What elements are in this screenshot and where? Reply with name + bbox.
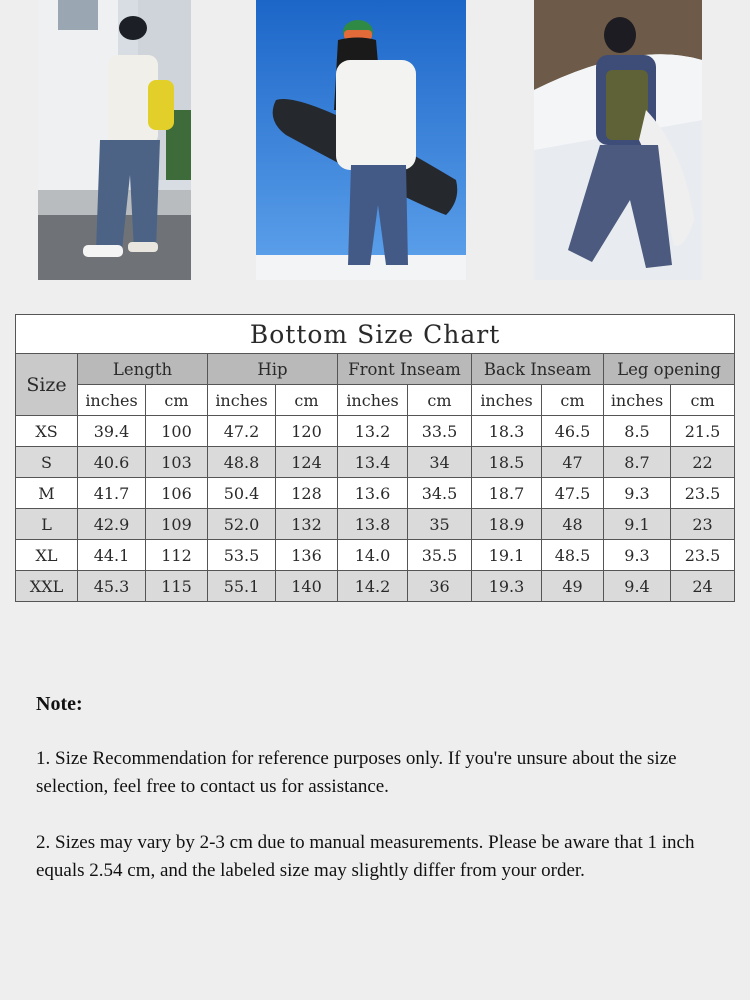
value-cell: 14.2 [338,571,408,602]
value-cell: 24 [671,571,735,602]
bottom-size-chart-table [15,314,735,602]
unit-header: cm [276,385,338,416]
value-cell: 44.1 [78,540,146,571]
value-cell: 9.4 [604,571,671,602]
value-cell: 128 [276,478,338,509]
value-cell: 23 [671,509,735,540]
unit-header: inches [78,385,146,416]
value-cell: 18.7 [472,478,542,509]
value-cell: 50.4 [208,478,276,509]
product-photo-2 [256,0,466,280]
value-cell: 41.7 [78,478,146,509]
group-header-hip: Hip [208,354,338,385]
value-cell: 48.5 [542,540,604,571]
photo-2-image [256,0,466,280]
photo-1-image [38,0,191,280]
value-cell: 136 [276,540,338,571]
group-header-front-inseam: Front Inseam [338,354,472,385]
note-item-1: 1. Size Recommendation for reference purposes only. If you're unsure about the size selection, feel free to contact us for assistance. [36,748,677,797]
value-cell: 23.5 [671,478,735,509]
value-cell: 47.2 [208,416,276,447]
value-cell: 13.2 [338,416,408,447]
table-row [16,509,735,540]
photo-3-image [534,0,702,280]
value-cell: 42.9 [78,509,146,540]
table-row [16,540,735,571]
value-cell: 48.8 [208,447,276,478]
size-cell: S [16,447,78,478]
value-cell: 36 [408,571,472,602]
group-header-back-inseam: Back Inseam [472,354,604,385]
value-cell: 34 [408,447,472,478]
unit-header: inches [338,385,408,416]
value-cell: 45.3 [78,571,146,602]
unit-header: cm [146,385,208,416]
value-cell: 9.3 [604,478,671,509]
value-cell: 14.0 [338,540,408,571]
value-cell: 19.1 [472,540,542,571]
unit-header: inches [208,385,276,416]
value-cell: 13.8 [338,509,408,540]
group-header-leg-opening: Leg opening [604,354,735,385]
value-cell: 106 [146,478,208,509]
value-cell: 18.9 [472,509,542,540]
value-cell: 34.5 [408,478,472,509]
size-cell: XXL [16,571,78,602]
notes-section [36,690,736,913]
unit-header: inches [472,385,542,416]
value-cell: 8.5 [604,416,671,447]
value-cell: 120 [276,416,338,447]
value-cell: 21.5 [671,416,735,447]
value-cell: 9.3 [604,540,671,571]
value-cell: 52.0 [208,509,276,540]
unit-header: cm [671,385,735,416]
value-cell: 48 [542,509,604,540]
value-cell: 39.4 [78,416,146,447]
value-cell: 112 [146,540,208,571]
value-cell: 23.5 [671,540,735,571]
value-cell: 47.5 [542,478,604,509]
value-cell: 140 [276,571,338,602]
value-cell: 8.7 [604,447,671,478]
value-cell: 40.6 [78,447,146,478]
note-item-2: 2. Sizes may vary by 2-3 cm due to manual measurements. Please be aware that 1 inch equals 2.54 cm, and the labeled size may slightly differ from your order. [36,832,695,881]
size-column-header: Size [16,354,78,416]
size-cell: L [16,509,78,540]
value-cell: 9.1 [604,509,671,540]
size-cell: XS [16,416,78,447]
value-cell: 35.5 [408,540,472,571]
notes-title: Note: [36,693,83,715]
size-cell: XL [16,540,78,571]
value-cell: 55.1 [208,571,276,602]
table-row [16,571,735,602]
value-cell: 100 [146,416,208,447]
value-cell: 53.5 [208,540,276,571]
value-cell: 18.5 [472,447,542,478]
value-cell: 103 [146,447,208,478]
table-row [16,447,735,478]
value-cell: 13.4 [338,447,408,478]
group-header-length: Length [78,354,208,385]
value-cell: 115 [146,571,208,602]
unit-header: cm [408,385,472,416]
chart-title: Bottom Size Chart [16,315,735,354]
table-row [16,416,735,447]
value-cell: 49 [542,571,604,602]
value-cell: 132 [276,509,338,540]
value-cell: 109 [146,509,208,540]
value-cell: 33.5 [408,416,472,447]
value-cell: 19.3 [472,571,542,602]
unit-header: inches [604,385,671,416]
value-cell: 124 [276,447,338,478]
value-cell: 22 [671,447,735,478]
value-cell: 13.6 [338,478,408,509]
value-cell: 35 [408,509,472,540]
value-cell: 18.3 [472,416,542,447]
product-photo-3 [534,0,702,280]
value-cell: 46.5 [542,416,604,447]
table-row [16,478,735,509]
value-cell: 47 [542,447,604,478]
size-cell: M [16,478,78,509]
unit-header: cm [542,385,604,416]
product-photo-1 [38,0,191,280]
